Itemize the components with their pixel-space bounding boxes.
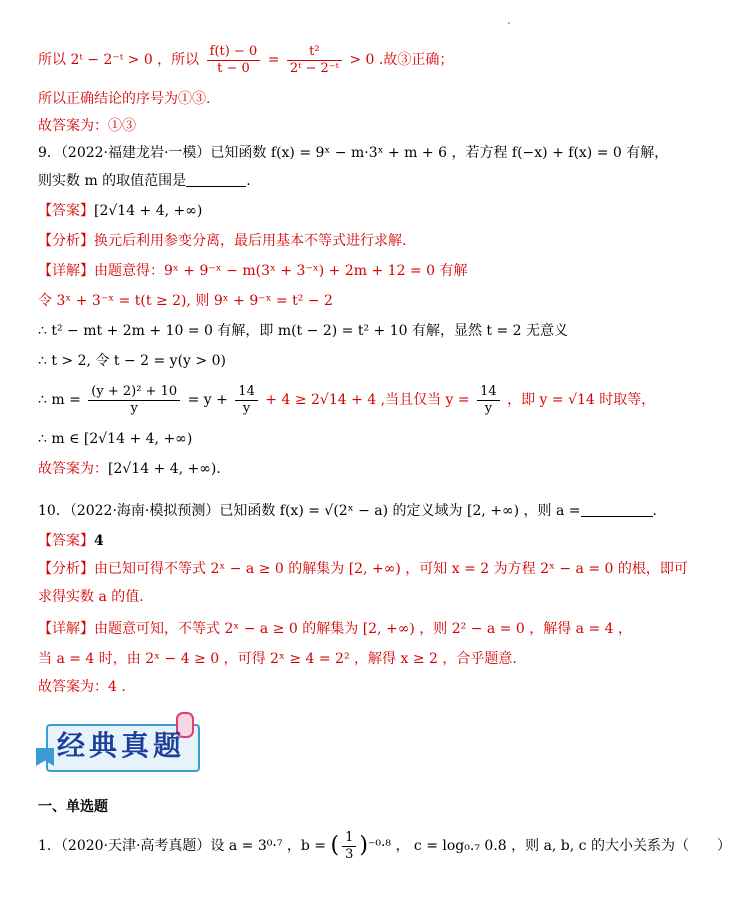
fraction-14-over-y-2: $\frac{14}{y}$ (477, 384, 500, 417)
q10-check: 当 a = 4 时，由 2ˣ − 4 ≥ 0 ，可得 2ˣ ≥ 4 = 2² ，解得 x ≥ 2 ，合乎题意. (38, 651, 517, 667)
answer-line-8: 故答案为：①③ (38, 118, 136, 134)
q9-let-y: ∴ t > 2, 令 t − 2 = y(y > 0) (38, 353, 226, 369)
solution-line-2: 所以正确结论的序号为①③. (38, 91, 211, 107)
q9-substitution: 令 3ˣ + 3⁻ˣ = t(t ≥ 2), 则 9ˣ + 9⁻ˣ = t² − 2 (38, 293, 333, 309)
fraction-ft-over-t: $\frac{f(t) - 0}{t - 0}$ (207, 44, 261, 77)
fraction-t2-over-diff: $\frac{\text{t²}}{\text{2ᵗ − 2⁻ᵗ}}$ (287, 44, 342, 77)
q10-answer: 【答案】4 (38, 533, 104, 549)
corner-dot (508, 22, 510, 24)
q9-final-answer: 故答案为：[2√14 + 4, +∞). (38, 461, 221, 477)
fraction-y-plus-2: $\frac{\text{(y + 2)² + 10}}{y}$ (88, 384, 180, 417)
fraction-one-third: $\frac{1}{3}$ (342, 830, 356, 863)
q9-equation: ∴ t² − mt + 2m + 10 = 0 有解，即 m(t − 2) = t² + 10 有解，显然 t = 2 无意义 (38, 323, 569, 339)
answer-blank (186, 172, 246, 187)
question-9-stem: 9．（2022·福建龙岩·一模）已知函数 f(x) = 9ˣ − m·3ˣ + m + 6 ，若方程 f(−x) + f(x) = 0 有解， (38, 145, 669, 161)
section-banner (36, 718, 196, 770)
q9-answer: 【答案】[2√14 + 4, +∞) (38, 203, 203, 219)
q9-inequality: ∴ m = $\frac{\text{(y + 2)² + 10}}{y}$ = y + $\frac{14}{y}$ + 4 ≥ 2√14 + 4 ,当且仅当 y = $\frac{14}{y}$ ，即 y = √14 时取等， (38, 383, 656, 416)
q9-range: ∴ m ∈ [2√14 + 4, +∞) (38, 431, 193, 447)
banner-title: 经典真题 (56, 729, 185, 762)
question-1-stem: 1．（2020·天津·高考真题）设 a = 3⁰·⁷ ，b = ( $\frac{1}{3}$ )⁻⁰·⁸ ， c = log₀.₇ 0.8 ，则 a, b, c 的大小关系为（ ） (38, 829, 731, 862)
answer-blank-10 (581, 502, 653, 517)
q10-analysis-cont: 求得实数 a 的值. (38, 589, 144, 605)
q10-analysis: 【分析】由已知可得不等式 2ˣ − a ≥ 0 的解集为 [2, +∞) ，可知 x = 2 为方程 2ˣ − a = 0 的根，即可 (38, 561, 688, 577)
section-heading-single-choice: 一、单选题 (38, 799, 108, 815)
q9-detail: 【详解】由题意得：9ˣ + 9⁻ˣ − m(3ˣ + 3⁻ˣ) + 2m + 12 = 0 有解 (38, 263, 468, 279)
fraction-14-over-y: $\frac{14}{y}$ (235, 384, 258, 417)
question-9-blank-line: 则实数 m 的取值范围是 . (38, 173, 251, 189)
q9-analysis: 【分析】换元后利用参变分离，最后用基本不等式进行求解. (38, 233, 407, 249)
q10-final-answer: 故答案为：4 . (38, 679, 126, 695)
solution-line-1: 所以 2ᵗ − 2⁻ᵗ > 0 ，所以 $\frac{f(t) - 0}{t - 0}$ = $\frac{\text{t²}}{\text{2ᵗ − 2⁻ᵗ}}$ > 0 .故③正确； (38, 43, 454, 76)
question-10-stem: 10．（2022·海南·模拟预测）已知函数 f(x) = √(2ˣ − a) 的定义域为 [2, +∞) ，则 a = . (38, 503, 657, 519)
q10-detail: 【详解】由题意可知，不等式 2ˣ − a ≥ 0 的解集为 [2, +∞) ，则 2² − a = 0 ，解得 a = 4 ， (38, 621, 633, 637)
